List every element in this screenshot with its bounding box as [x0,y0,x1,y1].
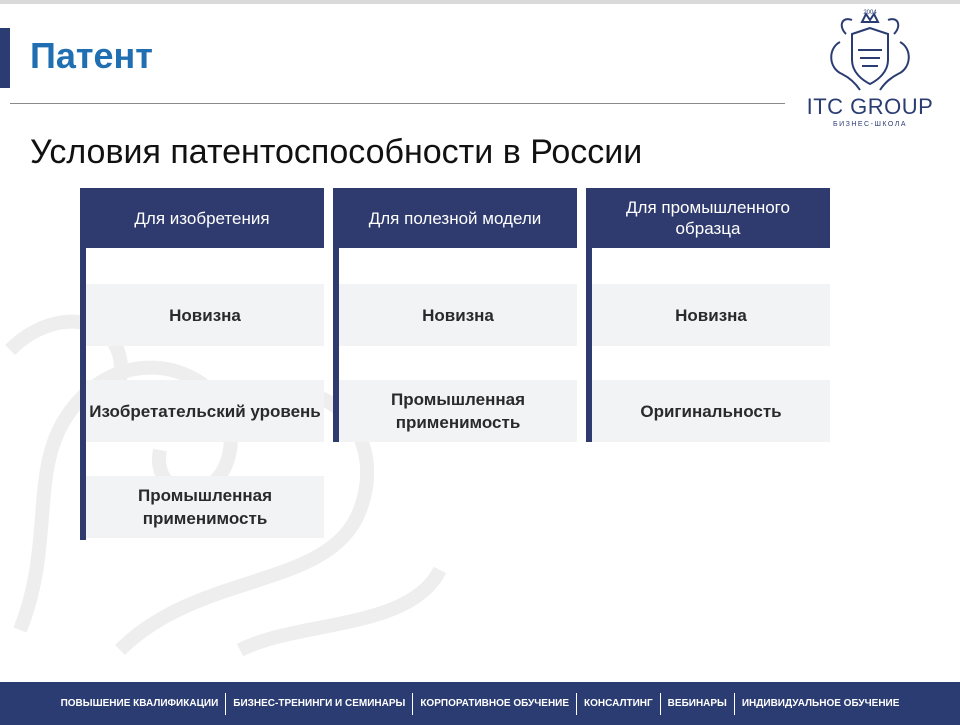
footer-item-trainings: БИЗНЕС-ТРЕНИНГИ И СЕМИНАРЫ [233,698,406,709]
footer-item-qualification: ПОВЫШЕНИЕ КВАЛИФИКАЦИИ [60,698,219,709]
title-divider [10,103,785,104]
criterion-cell: Новизна [86,284,324,346]
criterion-cell: Оригинальность [592,380,830,442]
crest-emblem-icon [820,8,920,94]
itc-group-logo [800,8,940,138]
column-header: Для изобретения [80,188,324,248]
page-title: Патент [30,35,153,76]
column-industrial-design [586,188,830,442]
title-accent-bar [0,28,10,88]
column-header: Для полезной модели [333,188,577,248]
logo-tagline: БИЗНЕС-ШКОЛА [832,121,907,128]
footer-item-corporate: КОРПОРАТИВНОЕ ОБУЧЕНИЕ [420,698,570,709]
column-body [333,248,577,442]
criterion-cell: Промышленная применимость [339,380,577,442]
svg-text:2004: 2004 [863,10,877,16]
column-header: Для промышленного образца [586,188,830,248]
footer-services-bar [0,682,960,725]
logo-wordmark: ITC GROUP [806,94,934,119]
criterion-cell: Изобретательский уровень [86,380,324,442]
criterion-cell: Новизна [592,284,830,346]
footer-item-webinars: ВЕБИНАРЫ [667,698,727,709]
column-invention [80,188,324,540]
criterion-cell: Новизна [339,284,577,346]
top-border [0,0,960,4]
column-utility-model [333,188,577,442]
slide-subtitle: Условия патентоспособности в России [30,133,643,171]
footer-item-consulting: КОНСАЛТИНГ [584,698,653,709]
column-body [80,248,324,540]
criterion-cell: Промышленная применимость [86,476,324,538]
footer-item-individual: ИНДИВИДУАЛЬНОЕ ОБУЧЕНИЕ [741,698,900,709]
column-body [586,248,830,442]
